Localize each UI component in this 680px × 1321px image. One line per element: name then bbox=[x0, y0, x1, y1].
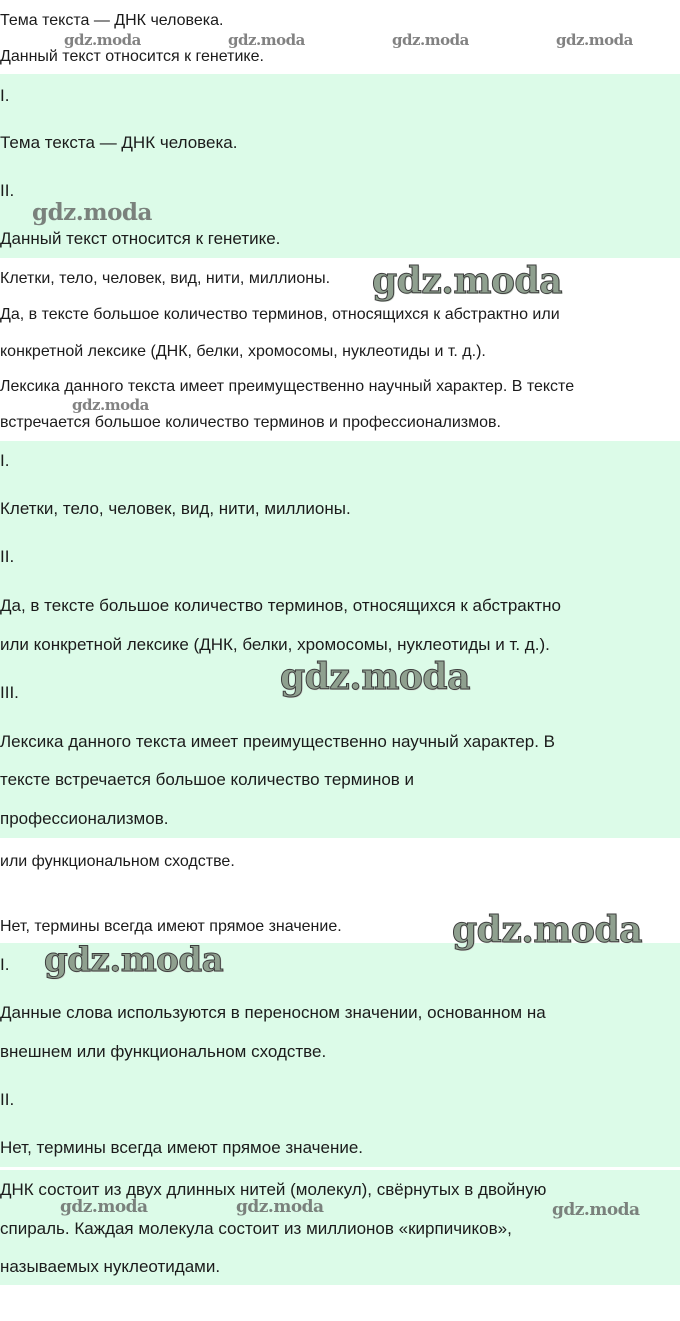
watermark-logo: gdz.moda bbox=[552, 1200, 640, 1220]
watermark-logo: gdz.moda bbox=[392, 31, 469, 49]
section3-text-2: Нет, термины всегда имеют прямое значение. bbox=[0, 1138, 364, 1157]
section2-number-1: I. bbox=[0, 451, 10, 470]
section3-text-1b: внешнем или функциональном сходстве. bbox=[0, 1042, 327, 1061]
watermark-logo: gdz.moda bbox=[44, 940, 224, 980]
middle-line-4: Лексика данного текста имеет преимущественно научный характер. В тексте bbox=[0, 378, 575, 395]
top-line-1: Тема текста — ДНК человека. bbox=[0, 12, 224, 29]
middle-line-2: Да, в тексте большое количество терминов, относящихся к абстрактно или bbox=[0, 306, 560, 323]
watermark-logo: gdz.moda bbox=[32, 199, 152, 226]
section2-number-3: III. bbox=[0, 683, 19, 702]
watermark-logo: gdz.moda bbox=[556, 31, 633, 49]
watermark-logo: gdz.moda bbox=[236, 1197, 324, 1217]
section3-number-2: II. bbox=[0, 1090, 15, 1109]
middle-line-1: Клетки, тело, человек, вид, нити, миллионы. bbox=[0, 270, 331, 287]
section4-line-2: спираль. Каждая молекула состоит из миллионов «кирпичиков», bbox=[0, 1219, 512, 1238]
section1-text-2: Данный текст относится к генетике. bbox=[0, 229, 281, 248]
middle-line-5: встречается большое количество терминов и профессионализмов. bbox=[0, 414, 501, 431]
watermark-logo: gdz.moda bbox=[452, 909, 642, 951]
section3-number-1: I. bbox=[0, 955, 10, 974]
watermark-logo: gdz.moda bbox=[228, 31, 305, 49]
section2-text-2a: Да, в тексте большое количество терминов, относящихся к абстрактно bbox=[0, 596, 561, 615]
section2-text-2b: или конкретной лексике (ДНК, белки, хромосомы, нуклеотиды и т. д.). bbox=[0, 635, 550, 654]
top-line-2: Данный текст относится к генетике. bbox=[0, 48, 264, 65]
watermark-logo: gdz.moda bbox=[72, 396, 149, 414]
section2-number-2: II. bbox=[0, 547, 15, 566]
section2-text-3a: Лексика данного текста имеет преимущественно научный характер. В bbox=[0, 732, 556, 751]
middle2-line-1: или функциональном сходстве. bbox=[0, 853, 235, 870]
section2-text-3c: профессионализмов. bbox=[0, 809, 169, 828]
section3-text-1a: Данные слова используются в переносном значении, основанном на bbox=[0, 1003, 546, 1022]
section1-number-2: II. bbox=[0, 181, 15, 200]
section2-text-3b: тексте встречается большое количество терминов и bbox=[0, 770, 415, 789]
section4-line-1: ДНК состоит из двух длинных нитей (молекул), свёрнутых в двойную bbox=[0, 1180, 547, 1199]
middle2-line-2: Нет, термины всегда имеют прямое значение. bbox=[0, 918, 342, 935]
section2-text-1: Клетки, тело, человек, вид, нити, миллионы. bbox=[0, 499, 351, 518]
section4-line-3: называемых нуклеотидами. bbox=[0, 1257, 221, 1276]
watermark-logo: gdz.moda bbox=[280, 656, 470, 698]
middle-line-3: конкретной лексике (ДНК, белки, хромосомы, нуклеотиды и т. д.). bbox=[0, 343, 486, 360]
watermark-logo: gdz.moda bbox=[372, 260, 562, 302]
watermark-logo: gdz.moda bbox=[64, 31, 141, 49]
watermark-logo: gdz.moda bbox=[60, 1197, 148, 1217]
section1-number-1: I. bbox=[0, 86, 10, 105]
section1-text-1: Тема текста — ДНК человека. bbox=[0, 133, 238, 152]
